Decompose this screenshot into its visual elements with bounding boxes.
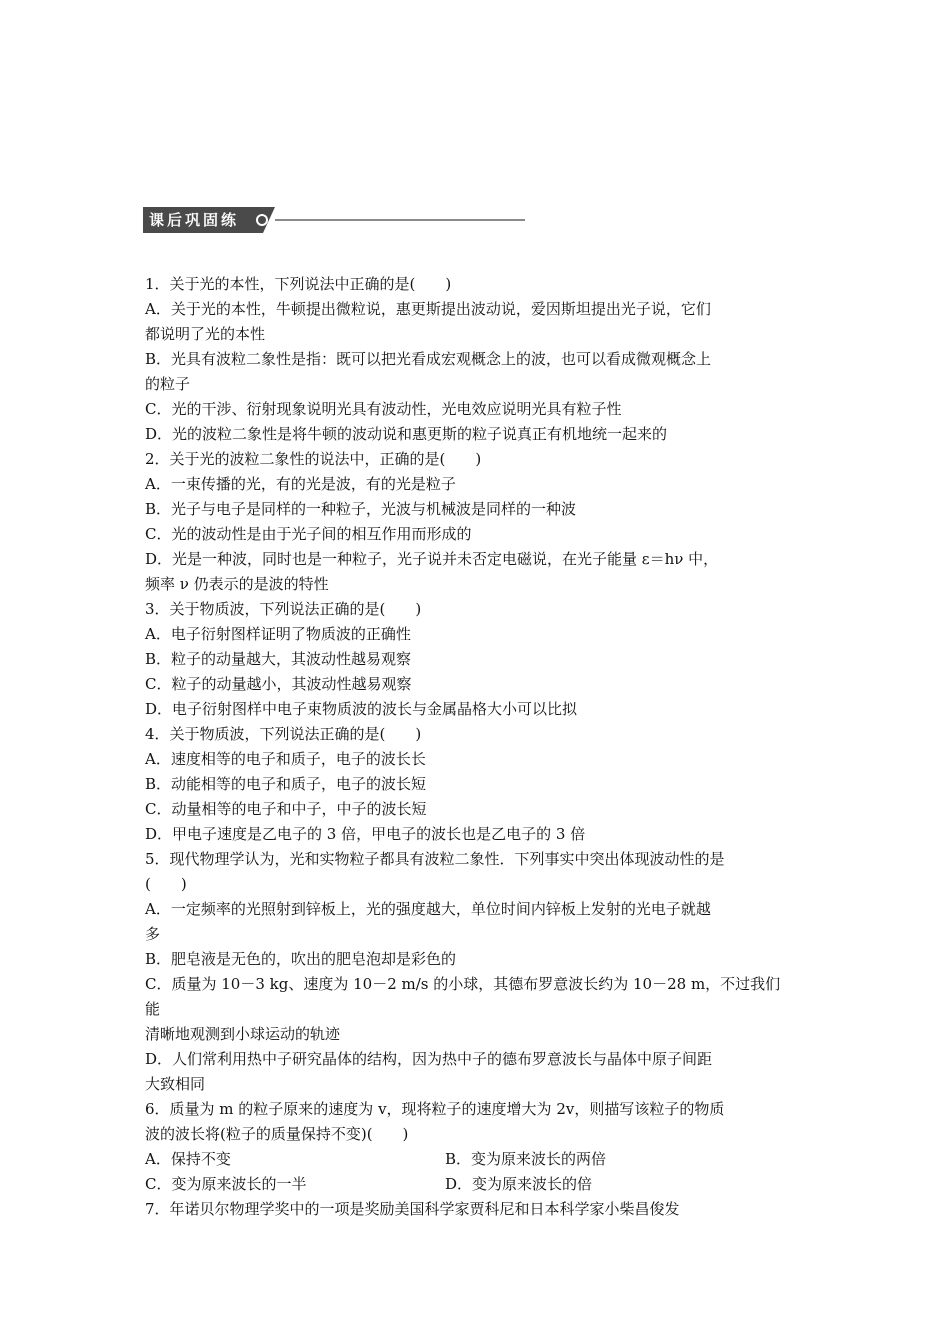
question-5-option-d-cont: 大致相同	[145, 1075, 206, 1093]
question-1-stem: 1．关于光的本性，下列说法中正确的是( )	[145, 275, 452, 293]
question-2-stem: 2．关于光的波粒二象性的说法中，正确的是( )	[145, 450, 482, 468]
section-header	[143, 207, 525, 233]
question-6-stem: 6．质量为 m 的粒子原来的速度为 v，现将粒子的速度增大为 2v，则描写该粒子的物质	[145, 1100, 725, 1118]
question-5-option-b: B．肥皂液是无色的，吹出的肥皂泡却是彩色的	[145, 950, 457, 968]
question-6-option-b: B．变为原来波长的两倍	[445, 1150, 607, 1168]
question-2-option-c: C．光的波动性是由于光子间的相互作用而形成的	[145, 525, 472, 543]
question-5-option-c-cont: 能	[145, 1000, 161, 1018]
section-title: 课后巩固练	[143, 207, 263, 233]
question-6-option-d: D．变为原来波长的倍	[445, 1175, 593, 1193]
question-3-option-c: C．粒子的动量越小，其波动性越易观察	[145, 675, 412, 693]
question-6-option-a: A．保持不变	[145, 1150, 231, 1168]
question-7-stem: 7．年诺贝尔物理学奖中的一项是奖励美国科学家贾科尼和日本科学家小柴昌俊发	[145, 1200, 680, 1218]
question-4-stem: 4．关于物质波，下列说法正确的是( )	[145, 725, 422, 743]
question-6-stem-cont: 波的波长将(粒子的质量保持不变)( )	[145, 1125, 409, 1143]
bullet-dot-icon	[256, 214, 268, 226]
question-1-option-a-cont: 都说明了光的本性	[145, 325, 266, 343]
question-5-option-a: A．一定频率的光照射到锌板上，光的强度越大，单位时间内锌板上发射的光电子就越	[145, 900, 711, 918]
question-1-option-b: B．光具有波粒二象性是指：既可以把光看成宏观概念上的波，也可以看成微观概念上	[145, 350, 712, 368]
question-6-options-row-1	[145, 1147, 825, 1172]
question-5-option-d: D．人们常利用热中子研究晶体的结构，因为热中子的德布罗意波长与晶体中原子间距	[145, 1050, 713, 1068]
question-4-option-a: A．速度相等的电子和质子，电子的波长长	[145, 750, 426, 768]
question-5-option-a-cont: 多	[145, 925, 161, 943]
question-2-option-d-cont: 频率 ν 仍表示的是波的特性	[145, 575, 329, 593]
question-3-stem: 3．关于物质波，下列说法正确的是( )	[145, 600, 422, 618]
question-5-option-c-cont2: 清晰地观测到小球运动的轨迹	[145, 1025, 341, 1043]
question-4-option-c: C．动量相等的电子和中子，中子的波长短	[145, 800, 427, 818]
question-5-stem: 5．现代物理学认为，光和实物粒子都具有波粒二象性．下列事实中突出体现波动性的是	[145, 850, 725, 868]
question-4-option-b: B．动能相等的电子和质子，电子的波长短	[145, 775, 427, 793]
question-2-option-b: B．光子与电子是同样的一种粒子，光波与机械波是同样的一种波	[145, 500, 577, 518]
question-5-stem-cont: ( )	[145, 875, 187, 893]
question-6-options-row-2	[145, 1172, 825, 1197]
question-3-option-d: D．电子衍射图样中电子束物质波的波长与金属晶格大小可以比拟	[145, 700, 578, 718]
header-rule	[275, 219, 525, 221]
question-6-option-c: C．变为原来波长的一半	[145, 1175, 307, 1193]
question-1-option-a: A．关于光的本性，牛顿提出微粒说，惠更斯提出波动说，爱因斯坦提出光子说，它们	[145, 300, 711, 318]
question-4-option-d: D．甲电子速度是乙电子的 3 倍，甲电子的波长也是乙电子的 3 倍	[145, 825, 586, 843]
question-2-option-a: A．一束传播的光，有的光是波，有的光是粒子	[145, 475, 456, 493]
exercise-content	[145, 272, 825, 1222]
question-5-option-c: C．质量为 10－3 kg、速度为 10－2 m/s 的小球，其德布罗意波长约为 10－28 m，不过我们	[145, 975, 781, 993]
question-1-option-b-cont: 的粒子	[145, 375, 191, 393]
question-3-option-b: B．粒子的动量越大，其波动性越易观察	[145, 650, 412, 668]
question-3-option-a: A．电子衍射图样证明了物质波的正确性	[145, 625, 411, 643]
question-1-option-d: D．光的波粒二象性是将牛顿的波动说和惠更斯的粒子说真正有机地统一起来的	[145, 425, 668, 443]
question-2-option-d: D．光是一种波，同时也是一种粒子，光子说并未否定电磁说，在光子能量 ε＝hν 中，	[145, 550, 719, 568]
question-1-option-c: C．光的干涉、衍射现象说明光具有波动性，光电效应说明光具有粒子性	[145, 400, 622, 418]
